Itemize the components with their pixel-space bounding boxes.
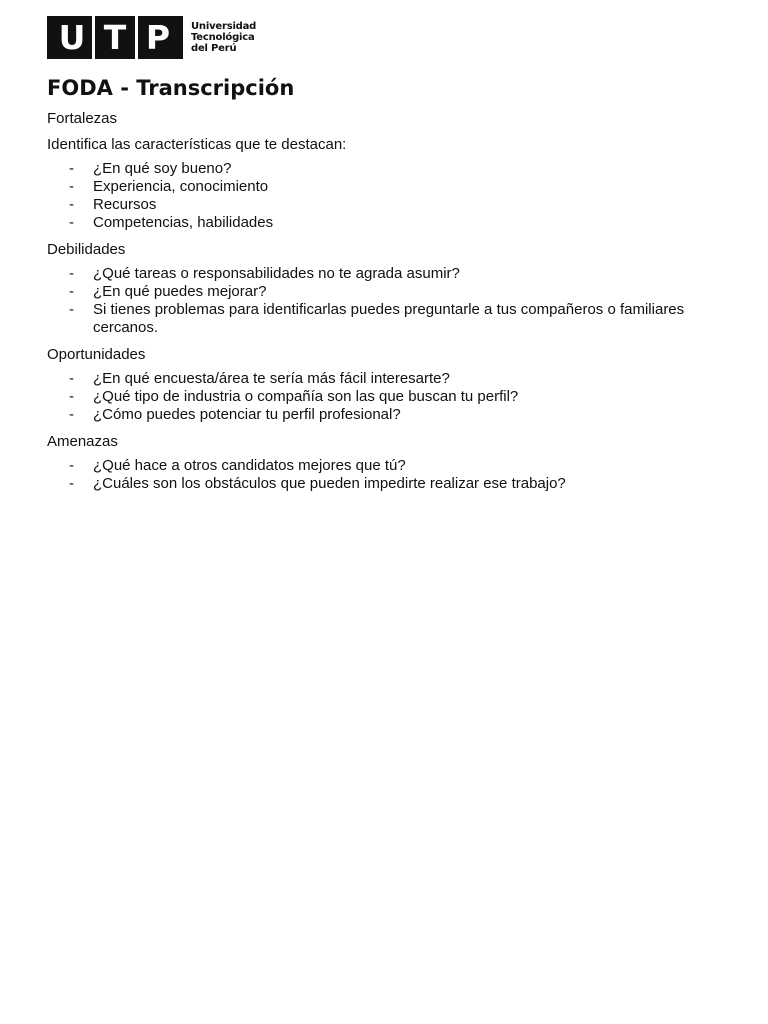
logo-line-2: Tecnológica [191, 32, 255, 43]
list-amenazas [47, 457, 727, 493]
list-item [47, 406, 727, 424]
list-item [47, 178, 727, 196]
bullet-dash: - [69, 406, 74, 423]
section-intro-fortalezas: Identifica las características que te destacan: [47, 136, 347, 153]
logo-letter-u: U [58, 18, 86, 57]
bullet-dash: - [69, 301, 74, 318]
list-fortalezas [47, 160, 727, 232]
list-debilidades [47, 265, 727, 337]
bullet-dash: - [69, 196, 74, 213]
logo-divider [92, 16, 95, 59]
list-item [47, 214, 727, 232]
bullet-dash: - [69, 475, 74, 492]
list-item-text: Experiencia, conocimiento [93, 178, 269, 195]
logo-letter-t: T [103, 18, 127, 57]
list-item-text: ¿Qué tipo de industria o compañía son las que buscan tu perfil? [93, 388, 519, 405]
bullet-dash: - [69, 457, 74, 474]
list-item [47, 475, 727, 493]
section-heading-fortalezas: Fortalezas [47, 110, 118, 127]
bullet-dash: - [69, 214, 74, 231]
document-page [47, 16, 727, 493]
list-item-text: ¿Cómo puedes potenciar tu perfil profesional? [93, 406, 401, 423]
list-item-text: ¿En qué soy bueno? [93, 160, 232, 177]
list-item-text: Recursos [93, 196, 157, 213]
bullet-dash: - [69, 265, 74, 282]
bullet-dash: - [69, 178, 74, 195]
page-title: FODA - Transcripción [47, 76, 295, 100]
bullet-dash: - [69, 388, 74, 405]
list-item [47, 301, 727, 337]
list-item-text: ¿En qué encuesta/área te sería más fácil interesarte? [93, 370, 450, 387]
logo-wordmark [191, 21, 256, 54]
list-oportunidades [47, 370, 727, 424]
list-item [47, 160, 727, 178]
logo-letter-p: P [145, 18, 171, 57]
logo-line-3: del Perú [191, 43, 237, 54]
section-heading-debilidades: Debilidades [47, 241, 126, 258]
bullet-dash: - [69, 370, 74, 387]
list-item-text: Si tienes problemas para identificarlas puedes preguntarle a tus compañeros o familiares cercanos. [93, 301, 685, 336]
list-item [47, 388, 727, 406]
list-item-text: ¿Qué tareas o responsabilidades no te agrada asumir? [93, 265, 460, 282]
logo-line-1: Universidad [191, 21, 257, 32]
list-item [47, 196, 727, 214]
list-item-text: ¿En qué puedes mejorar? [93, 283, 267, 300]
bullet-dash: - [69, 283, 74, 300]
logo-divider [135, 16, 138, 59]
section-heading-amenazas: Amenazas [47, 433, 118, 450]
list-item-text: ¿Qué hace a otros candidatos mejores que tú? [93, 457, 406, 474]
list-item [47, 265, 727, 283]
list-item [47, 457, 727, 475]
section-heading-oportunidades: Oportunidades [47, 346, 146, 363]
utp-logo [47, 16, 727, 59]
bullet-dash: - [69, 160, 74, 177]
list-item-text: Competencias, habilidades [93, 214, 274, 231]
list-item [47, 370, 727, 388]
logo-mark [47, 16, 183, 59]
list-item-text: ¿Cuáles son los obstáculos que pueden impedirte realizar ese trabajo? [93, 475, 566, 492]
list-item [47, 283, 727, 301]
